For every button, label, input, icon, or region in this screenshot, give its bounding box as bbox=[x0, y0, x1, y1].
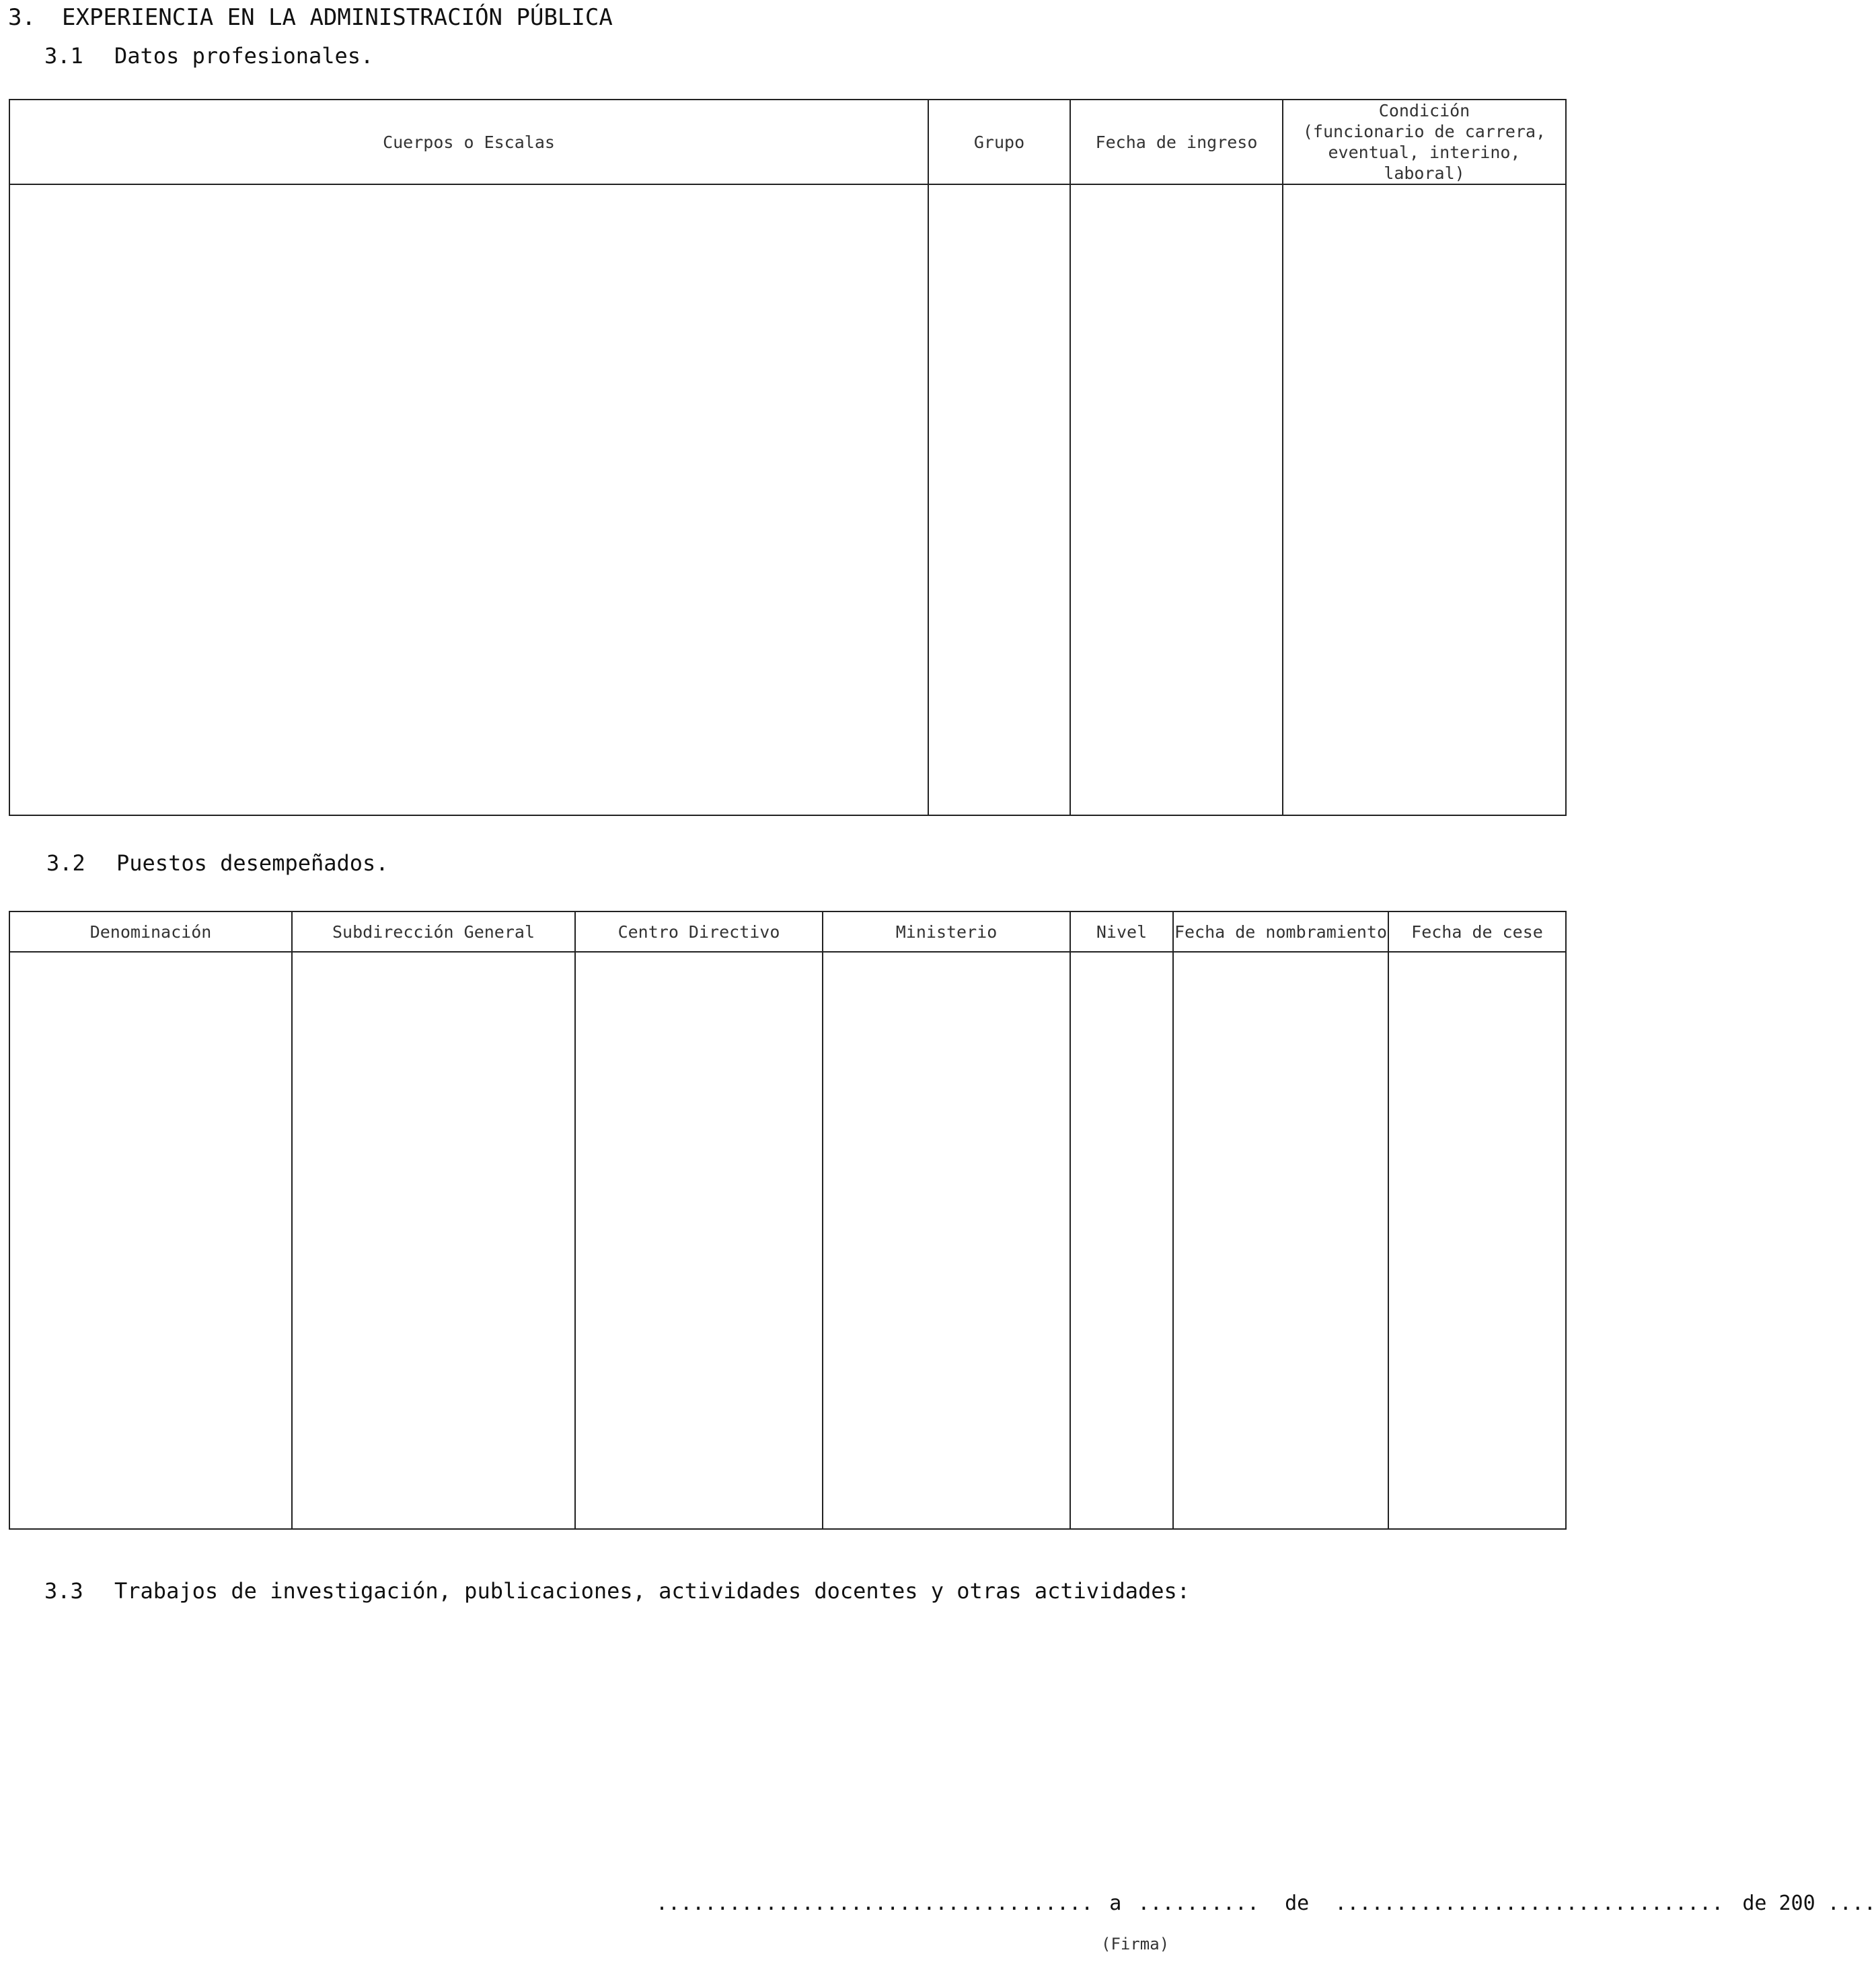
year-blank[interactable]: .... bbox=[1827, 1892, 1876, 1915]
section-3-number: 3. bbox=[8, 4, 36, 31]
col-ministerio: Ministerio bbox=[823, 911, 1070, 952]
col-centro-directivo: Centro Directivo bbox=[575, 911, 823, 952]
section-3-2-number: 3.2 bbox=[46, 850, 85, 876]
fecha-ingreso-cell[interactable] bbox=[1070, 184, 1283, 815]
place-blank[interactable]: .................................... bbox=[656, 1892, 1094, 1915]
datos-profesionales-table bbox=[9, 99, 1567, 816]
col-condicion bbox=[1283, 100, 1566, 184]
de-label-1: de bbox=[1285, 1892, 1310, 1915]
firma-label: (Firma) bbox=[1101, 1935, 1170, 1953]
col-denominacion: Denominación bbox=[9, 911, 292, 952]
section-3-3-number: 3.3 bbox=[44, 1578, 83, 1604]
fecha-cese-cell[interactable] bbox=[1388, 952, 1566, 1529]
signature-line bbox=[656, 1892, 1876, 1915]
condicion-title: Condición bbox=[1378, 101, 1470, 120]
section-3-3-text-area[interactable] bbox=[44, 1621, 1551, 1884]
table-row bbox=[9, 952, 1566, 1529]
cuerpos-escalas-cell[interactable] bbox=[9, 184, 928, 815]
fecha-nombramiento-cell[interactable] bbox=[1173, 952, 1388, 1529]
section-3-title: EXPERIENCIA EN LA ADMINISTRACIÓN PÚBLICA bbox=[62, 4, 613, 31]
col-fecha-ingreso: Fecha de ingreso bbox=[1070, 100, 1283, 184]
month-blank[interactable]: ................................ bbox=[1335, 1892, 1724, 1915]
col-nivel: Nivel bbox=[1070, 911, 1173, 952]
col-fecha-nombramiento: Fecha de nombramiento bbox=[1173, 911, 1388, 952]
col-grupo: Grupo bbox=[928, 100, 1070, 184]
section-3-heading bbox=[8, 4, 613, 31]
section-3-2-title: Puestos desempeñados. bbox=[116, 850, 389, 876]
section-3-2-heading bbox=[46, 850, 389, 876]
day-blank[interactable]: .......... bbox=[1137, 1892, 1260, 1915]
table-row bbox=[9, 184, 1566, 815]
a-label: a bbox=[1109, 1892, 1122, 1915]
de-year-label: de 200 bbox=[1742, 1892, 1815, 1915]
nivel-cell[interactable] bbox=[1070, 952, 1173, 1529]
section-3-3-title: Trabajos de investigación, publicaciones, actividades docentes y otras actividades: bbox=[114, 1578, 1191, 1604]
condicion-note: (funcionario de carrera, eventual, interino, laboral) bbox=[1302, 122, 1546, 183]
section-3-1-title: Datos profesionales. bbox=[114, 43, 374, 69]
grupo-cell[interactable] bbox=[928, 184, 1070, 815]
section-3-1-number: 3.1 bbox=[44, 43, 83, 69]
denominacion-cell[interactable] bbox=[9, 952, 292, 1529]
col-fecha-cese: Fecha de cese bbox=[1388, 911, 1566, 952]
section-3-3-heading bbox=[44, 1578, 1190, 1604]
col-cuerpos-escalas: Cuerpos o Escalas bbox=[9, 100, 928, 184]
condicion-cell[interactable] bbox=[1283, 184, 1566, 815]
section-3-1-heading bbox=[44, 43, 373, 69]
puestos-desempenados-table bbox=[9, 911, 1567, 1530]
subdireccion-general-cell[interactable] bbox=[292, 952, 575, 1529]
ministerio-cell[interactable] bbox=[823, 952, 1070, 1529]
centro-directivo-cell[interactable] bbox=[575, 952, 823, 1529]
col-subdireccion-general: Subdirección General bbox=[292, 911, 575, 952]
